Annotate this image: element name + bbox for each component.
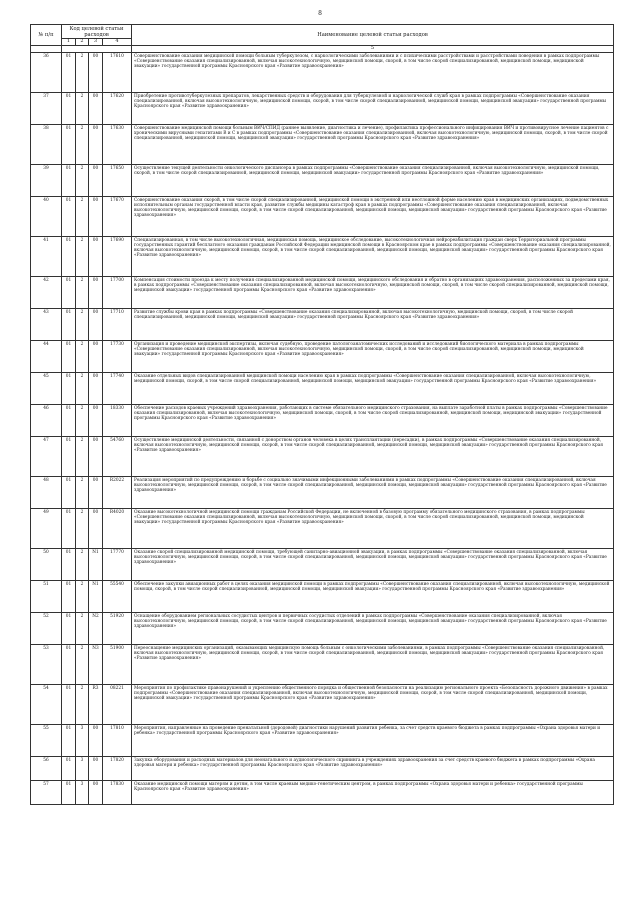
col-number-4: 4 xyxy=(103,39,132,46)
code-part-3: 00 xyxy=(89,725,103,757)
row-number: 43 xyxy=(31,309,62,341)
table-row xyxy=(31,645,614,685)
table-row xyxy=(31,93,614,125)
code-part-2: 2 xyxy=(76,581,89,613)
code-part-3: 00 xyxy=(89,53,103,93)
code-part-3: 00 xyxy=(89,93,103,125)
code-part-2: 2 xyxy=(76,125,89,165)
row-number: 37 xyxy=(31,93,62,125)
row-number: 41 xyxy=(31,237,62,277)
row-number: 48 xyxy=(31,477,62,509)
table-row xyxy=(31,165,614,197)
row-number: 49 xyxy=(31,509,62,549)
code-part-2: 2 xyxy=(76,685,89,725)
code-part-1: 01 xyxy=(62,405,76,437)
code-part-4: 17620 xyxy=(103,93,132,125)
row-number: 56 xyxy=(31,757,62,781)
code-part-3: 00 xyxy=(89,125,103,165)
row-description: Обеспечение расходов краевых учреждений здравоохранения, работающих в системе обязательного медицинского страхования, на выплате заработной платы в рамках подпрограммы «Совершенствование оказания специализированной, включая высокотехнологичную, медицинской помощи, скорой, в том числе скорой специализированной, медицинской помощи, медицинской эвакуации» государственной программы Красноярского края «Развитие здравоохранения» xyxy=(132,405,614,437)
code-part-1: 01 xyxy=(62,53,76,93)
row-number: 55 xyxy=(31,725,62,757)
table-row xyxy=(31,549,614,581)
row-number: 53 xyxy=(31,645,62,685)
code-part-2: 3 xyxy=(76,781,89,805)
code-part-2: 2 xyxy=(76,197,89,237)
code-part-3: 00 xyxy=(89,757,103,781)
code-part-2: 2 xyxy=(76,341,89,373)
code-part-1: 01 xyxy=(62,373,76,405)
row-number: 39 xyxy=(31,165,62,197)
row-description: Осуществление медицинской деятельности, связанной с донорством органов человека в целях трансплантации (пересадки), в рамках подпрограммы «Совершенствование оказания специализированной, включая высокотехнологичную, медицинской помощи, скорой, в том числе скорой специализированной, медицинской помощи, медицинской эвакуации» государственной программы Красноярского края «Развитие здравоохранения» xyxy=(132,437,614,477)
table-row xyxy=(31,405,614,437)
table-row xyxy=(31,725,614,757)
table-row xyxy=(31,373,614,405)
col-number-5: 5 xyxy=(132,46,614,53)
table-row xyxy=(31,509,614,549)
code-part-1: 01 xyxy=(62,645,76,685)
code-part-4: 17650 xyxy=(103,165,132,197)
code-part-4: 08221 xyxy=(103,685,132,725)
row-description: Переоснащение медицинских организаций, оказывающих медицинскую помощь больным с онкологическими заболеваниями, в рамках подпрограммы «Совершенствование оказания специализированной, включая высокотехнологичную, медицинской помощи, скорой, в том числе скорой специализированной, медицинской помощи, медицинской эвакуации» государственной программы Красноярского края «Развитие здравоохранения» xyxy=(132,645,614,685)
table-row xyxy=(31,125,614,165)
code-part-3: N3 xyxy=(89,645,103,685)
code-part-2: 2 xyxy=(76,277,89,309)
row-description: Осуществление текущей деятельности онкологического диспансера в рамках подпрограммы «Совершенствование оказания специализированной, включая высокотехнологичную, медицинской помощи, скорой, в том числе скорой специализированной, медицинской помощи, медицинской эвакуации» государственной программы Красноярского края «Развитие здравоохранения» xyxy=(132,165,614,197)
code-part-3: 00 xyxy=(89,477,103,509)
table-body xyxy=(31,53,614,805)
row-description: Организация и проведение медицинской экспертизы, включая судебную, проведение патологоанатомических исследований и исследований биологического материала в рамках подпрограммы «Совершенствование оказания специализированной, включая высокотехнологичную, медицинской помощи, скорой, в том числе скорой специализированной, медицинской помощи, медицинской эвакуации» государственной программы Красноярского края «Развитие здравоохранения» xyxy=(132,341,614,373)
code-part-1: 01 xyxy=(62,125,76,165)
row-number: 50 xyxy=(31,549,62,581)
code-part-2: 2 xyxy=(76,477,89,509)
code-part-4: 17830 xyxy=(103,781,132,805)
code-part-1: 01 xyxy=(62,509,76,549)
code-part-3: 00 xyxy=(89,277,103,309)
code-part-3: 00 xyxy=(89,341,103,373)
row-description: Мероприятия, направленные на проведение пренатальной (дородовой) диагностики нарушений развития ребенка, за счет средств краевого бюджета в рамках подпрограммы «Охрана здоровья матери и ребенка» государственной программы Красноярского края «Развитие здравоохранения» xyxy=(132,725,614,757)
code-part-2: 2 xyxy=(76,165,89,197)
code-part-4: 51920 xyxy=(103,613,132,645)
code-part-1: 01 xyxy=(62,781,76,805)
row-number: 47 xyxy=(31,437,62,477)
code-part-2: 3 xyxy=(76,725,89,757)
code-part-2: 2 xyxy=(76,645,89,685)
code-part-4: 17730 xyxy=(103,341,132,373)
code-part-2: 2 xyxy=(76,549,89,581)
code-part-3: 00 xyxy=(89,165,103,197)
row-number: 36 xyxy=(31,53,62,93)
code-part-3: 00 xyxy=(89,509,103,549)
code-part-1: 01 xyxy=(62,581,76,613)
row-description: Совершенствование оказания скорой, в том числе скорой специализированной, медицинской помощи в экстренной или неотложной форме населению края в медицинских организациях, подведомственных исполнительным органам государственной власти края, развитие службы медицины катастроф края в рамках подпрограммы «Совершенствование оказания специализированной, включая высокотехнологичную, медицинской помощи, скорой, в том числе скорой специализированной, медицинской помощи, медицинской эвакуации» государственной программы Красноярского края «Развитие здравоохранения» xyxy=(132,197,614,237)
row-description: Оснащение оборудованием региональных сосудистых центров и первичных сосудистых отделений в рамках подпрограммы «Совершенствование оказания специализированной, включая высокотехнологичную, медицинской помощи, скорой, в том числе скорой специализированной, медицинской помощи, медицинской эвакуации» государственной программы Красноярского края «Развитие здравоохранения» xyxy=(132,613,614,645)
code-part-4: 18330 xyxy=(103,405,132,437)
row-description: Мероприятия по профилактике правонарушений и укреплению общественного порядка и общественной безопасности на реализацию регионального проекта «Безопасность дорожного движения» в рамках подпрограммы «Совершенствование оказания специализированной, включая высокотехнологичную, медицинской помощи, скорой, в том числе скорой специализированной, медицинской помощи, медицинской эвакуации» государственной программы Красноярского края «Развитие здравоохранения» xyxy=(132,685,614,725)
row-description: Оказание высокотехнологичной медицинской помощи гражданам Российской Федерации, не включенной в базовую программу обязательного медицинского страхования, в рамках подпрограммы «Совершенствование оказания специализированной, включая высокотехнологичную, медицинской помощи, скорой, в том числе скорой специализированной, медицинской помощи, медицинской эвакуации» государственной программы Красноярского края «Развитие здравоохранения» xyxy=(132,509,614,549)
table-row xyxy=(31,685,614,725)
row-description: Совершенствование медицинской помощи больным ВИЧ/СПИД (раннее выявление, диагностика и лечение), профилактика профессионального инфицирования ВИЧ и противовирусное лечение пациентов с хроническими вирусными гепатитами В и С в рамках подпрограммы «Совершенствование оказания специализированной, включая высокотехнологичную, медицинской помощи, скорой, в том числе скорой специализированной, медицинской помощи, медицинской эвакуации» государственной программы Красноярского края «Развитие здравоохранения» xyxy=(132,125,614,165)
code-part-2: 2 xyxy=(76,509,89,549)
table-row xyxy=(31,277,614,309)
code-part-3: 00 xyxy=(89,781,103,805)
row-number: 40 xyxy=(31,197,62,237)
code-part-1: 01 xyxy=(62,165,76,197)
page-number: 8 xyxy=(318,10,322,17)
code-part-2: 2 xyxy=(76,613,89,645)
row-description: Совершенствование оказания медицинской помощи больным туберкулезом, с наркологическими заболеваниями и с психическими расстройствами и расстройствами поведения в рамках подпрограммы «Совершенствование оказания специализированной, включая высокотехнологичную, медицинской помощи, скорой, в том числе скорой специализированной, медицинской помощи, медицинской эвакуации» государственной программы Красноярского края «Развитие здравоохранения» xyxy=(132,53,614,93)
code-part-1: 01 xyxy=(62,549,76,581)
code-part-4: R4020 xyxy=(103,509,132,549)
code-part-1: 01 xyxy=(62,309,76,341)
row-number: 38 xyxy=(31,125,62,165)
code-part-2: 2 xyxy=(76,93,89,125)
code-part-2: 2 xyxy=(76,373,89,405)
code-part-3: 00 xyxy=(89,405,103,437)
code-part-1: 01 xyxy=(62,237,76,277)
row-number: 46 xyxy=(31,405,62,437)
code-part-4: 17630 xyxy=(103,125,132,165)
code-part-1: 01 xyxy=(62,757,76,781)
code-part-4: 17710 xyxy=(103,309,132,341)
code-part-4: 17610 xyxy=(103,53,132,93)
code-part-1: 01 xyxy=(62,93,76,125)
row-description: Приобретение противотуберкулезных препаратов, лекарственных средств и оборудования для туберкулезной и наркологической служб края в рамках подпрограммы «Совершенствование оказания специализированной, включая высокотехнологичную, медицинской помощи, скорой, в том числе скорой специализированной, медицинской помощи, медицинской эвакуации» государственной программы Красноярского края «Развитие здравоохранения» xyxy=(132,93,614,125)
table-row xyxy=(31,197,614,237)
code-part-3: 00 xyxy=(89,309,103,341)
row-number: 57 xyxy=(31,781,62,805)
row-description: Специализированная, в том числе высокотехнологичная, медицинская помощь, медицинское обследование, высокотехнологичная нейрореабилитация граждан сверх Территориальной программы государственных гарантий бесплатного оказания гражданам Российской Федерации медицинской помощи в Красноярском крае в рамках подпрограммы «Совершенствование оказания специализированной, включая высокотехнологичную, медицинской помощи, скорой, в том числе скорой специализированной, медицинской помощи, медицинской эвакуации» государственной программы Красноярского края «Развитие здравоохранения» xyxy=(132,237,614,277)
code-part-2: 2 xyxy=(76,309,89,341)
code-part-1: 01 xyxy=(62,197,76,237)
code-part-4: 55540 xyxy=(103,581,132,613)
row-description: Развитие службы крови края в рамках подпрограммы «Совершенствование оказания специализированной, включая высокотехнологичную, медицинской помощи, скорой, в том числе скорой специализированной, медицинской помощи, медицинской эвакуации» государственной программы Красноярского края «Развитие здравоохранения» xyxy=(132,309,614,341)
row-number: 54 xyxy=(31,685,62,725)
code-part-4: 17770 xyxy=(103,549,132,581)
row-description: Обеспечение закупки авиационных работ в целях оказания медицинской помощи в рамках подпрограммы «Совершенствование оказания специализированной, включая высокотехнологичную, медицинской помощи, скорой, в том числе скорой специализированной, медицинской помощи, медицинской эвакуации» государственной программы Красноярского края «Развитие здравоохранения» xyxy=(132,581,614,613)
code-part-1: 01 xyxy=(62,437,76,477)
col-number-1: 1 xyxy=(62,39,76,46)
table-row xyxy=(31,613,614,645)
code-part-1: 01 xyxy=(62,277,76,309)
expenditure-codes-table xyxy=(30,24,614,805)
row-description: Реализация мероприятий по предупреждению и борьбе с социально значимыми инфекционными заболеваниями в рамках подпрограммы «Совершенствование оказания специализированной, включая высокотехнологичную, медицинской помощи, скорой, в том числе скорой специализированной, медицинской помощи, медицинской эвакуации» государственной программы Красноярского края «Развитие здравоохранения» xyxy=(132,477,614,509)
code-part-4: 54760 xyxy=(103,437,132,477)
table-row xyxy=(31,757,614,781)
code-part-3: 00 xyxy=(89,197,103,237)
row-description: Оказание скорой специализированной медицинской помощи, требующей санитарно-авиационной эвакуации, в рамках подпрограммы «Совершенствование оказания специализированной, включая высокотехнологичную, медицинской помощи, скорой, в том числе скорой специализированной, медицинской помощи, медицинской эвакуации» государственной программы Красноярского края «Развитие здравоохранения» xyxy=(132,549,614,581)
row-number: 44 xyxy=(31,341,62,373)
row-number: 45 xyxy=(31,373,62,405)
code-part-4: 17670 xyxy=(103,197,132,237)
table-row xyxy=(31,437,614,477)
code-part-3: N1 xyxy=(89,581,103,613)
code-part-4: R2022 xyxy=(103,477,132,509)
col-number-2: 2 xyxy=(76,39,89,46)
table-row xyxy=(31,341,614,373)
code-part-3: R3 xyxy=(89,685,103,725)
code-part-2: 2 xyxy=(76,53,89,93)
code-part-3: 00 xyxy=(89,437,103,477)
code-part-1: 01 xyxy=(62,341,76,373)
col-number-3: 3 xyxy=(89,39,103,46)
row-number: 51 xyxy=(31,581,62,613)
code-part-3: N2 xyxy=(89,613,103,645)
row-number: 42 xyxy=(31,277,62,309)
code-part-2: 3 xyxy=(76,757,89,781)
code-part-4: 17700 xyxy=(103,277,132,309)
table-header-row xyxy=(31,25,614,39)
code-part-3: N1 xyxy=(89,549,103,581)
table-row xyxy=(31,309,614,341)
code-part-1: 01 xyxy=(62,613,76,645)
table-row xyxy=(31,237,614,277)
code-part-4: 51900 xyxy=(103,645,132,685)
code-part-4: 17810 xyxy=(103,725,132,757)
table-row xyxy=(31,477,614,509)
row-description: Закупка оборудования и расходных материалов для неонатального и аудиологического скрининга в учреждениях здравоохранения за счет средств краевого бюджета в рамках подпрограммы «Охрана здоровья матери и ребенка» государственной программы Красноярского края «Развитие здравоохранения» xyxy=(132,757,614,781)
code-part-4: 17740 xyxy=(103,373,132,405)
code-part-1: 01 xyxy=(62,725,76,757)
code-part-4: 17690 xyxy=(103,237,132,277)
row-description: Оказание медицинской помощи матерям и детям, в том числе краевым медико-генетическим центром, в рамках подпрограммы «Охрана здоровья матери и ребенка» государственной программы Красноярского края «Развитие здравоохранения» xyxy=(132,781,614,805)
code-part-2: 2 xyxy=(76,237,89,277)
column-number-row-5 xyxy=(31,46,614,53)
code-part-3: 00 xyxy=(89,373,103,405)
header-num: № п/п xyxy=(31,25,62,46)
code-part-1: 01 xyxy=(62,477,76,509)
table-row xyxy=(31,581,614,613)
row-description: Компенсация стоимости проезда к месту получения специализированной медицинской помощи, медицинского обследования и обратно в организациях здравоохранения, расположенных за пределами края, в рамках подпрограммы «Совершенствование оказания специализированной, включая высокотехнологичную, медицинской помощи, скорой, в том числе скорой специализированной, медицинской помощи, медицинской эвакуации» государственной программы Красноярского края «Развитие здравоохранения» xyxy=(132,277,614,309)
code-part-1: 01 xyxy=(62,685,76,725)
table-row xyxy=(31,53,614,93)
code-part-3: 00 xyxy=(89,237,103,277)
header-name: Наименование целевой статьи расходов xyxy=(132,25,614,46)
header-code: Код целевой статьи расходов xyxy=(62,25,132,39)
code-part-4: 17820 xyxy=(103,757,132,781)
code-part-2: 2 xyxy=(76,405,89,437)
code-part-2: 2 xyxy=(76,437,89,477)
row-description: Оказание отдельных видов специализированной медицинской помощи населению края в рамках подпрограммы «Совершенствование оказания специализированной, включая высокотехнологичную, медицинской помощи, скорой, в том числе скорой специализированной, медицинской помощи, медицинской эвакуации» государственной программы Красноярского края «Развитие здравоохранения» xyxy=(132,373,614,405)
row-number: 52 xyxy=(31,613,62,645)
table-row xyxy=(31,781,614,805)
